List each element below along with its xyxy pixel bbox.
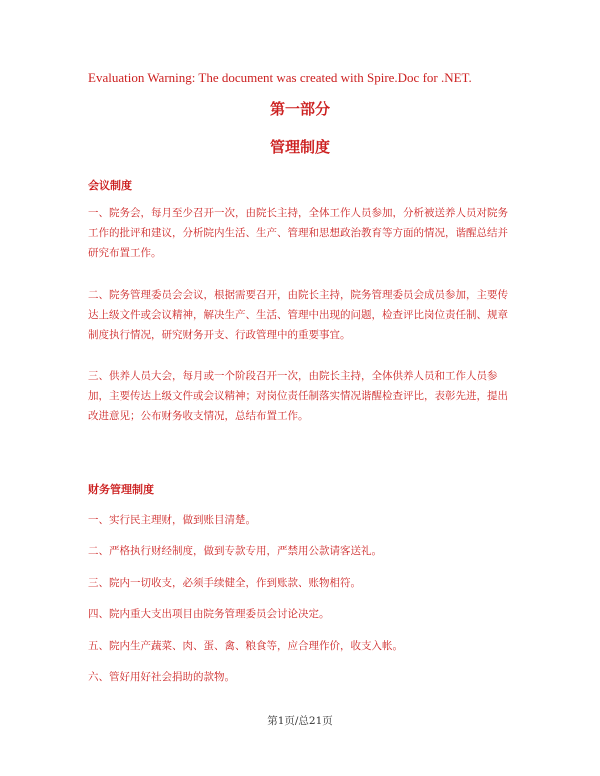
list-item: 五、院内生产蔬菜、肉、蛋、禽、粮食等，应合理作价，收支入帐。 (88, 640, 403, 652)
part-title: 第一部分 (269, 100, 330, 118)
list-item: 三、院内一切收支，必须手续健全，作到账款、账物相符。 (88, 577, 361, 589)
section-heading-finance: 财务管理制度 (88, 483, 154, 496)
evaluation-warning: Evaluation Warning: The document was created with Spire.Doc for .NET. (88, 70, 472, 85)
paragraph: 三、供养人员大会，每月或一个阶段召开一次，由院长主持，全体供养人员和工作人员参加，主要传达上级文件或会议精神；对岗位责任制落实情况谐醒检查评比，表彰先进，提出改进意见；公布财务收支情况，总结布置工作。 (88, 370, 508, 422)
list-item: 一、实行民主理财，做到账目清楚。 (88, 514, 256, 526)
list-item: 四、院内重大支出项目由院务管理委员会讨论决定。 (88, 608, 330, 620)
paragraph: 一、院务会，每月至少召开一次，由院长主持，全体工作人员参加，分析被送养人员对院务工作的批评和建议，分析院内生活、生产、管理和思想政治教育等方面的情况，谐醒总结并研究布置工作。 (88, 207, 508, 259)
page-number: 第1页/总21页 (267, 715, 333, 727)
list-item: 二、严格执行财经制度，做到专款专用，严禁用公款请客送礼。 (88, 545, 382, 557)
list-item: 六、管好用好社会捐助的款物。 (88, 671, 235, 683)
paragraph: 二、院务管理委员会会议，根据需要召开，由院长主持，院务管理委员会成员参加，主要传达上级文件或会议精神，解决生产、生活、管理中出现的问题，检查评比岗位责任制、规章制度执行情况，研究财务开支、行政管理中的重要事宜。 (88, 289, 508, 341)
section-heading-meetings: 会议制度 (88, 179, 132, 192)
document-title: 管理制度 (269, 138, 330, 156)
